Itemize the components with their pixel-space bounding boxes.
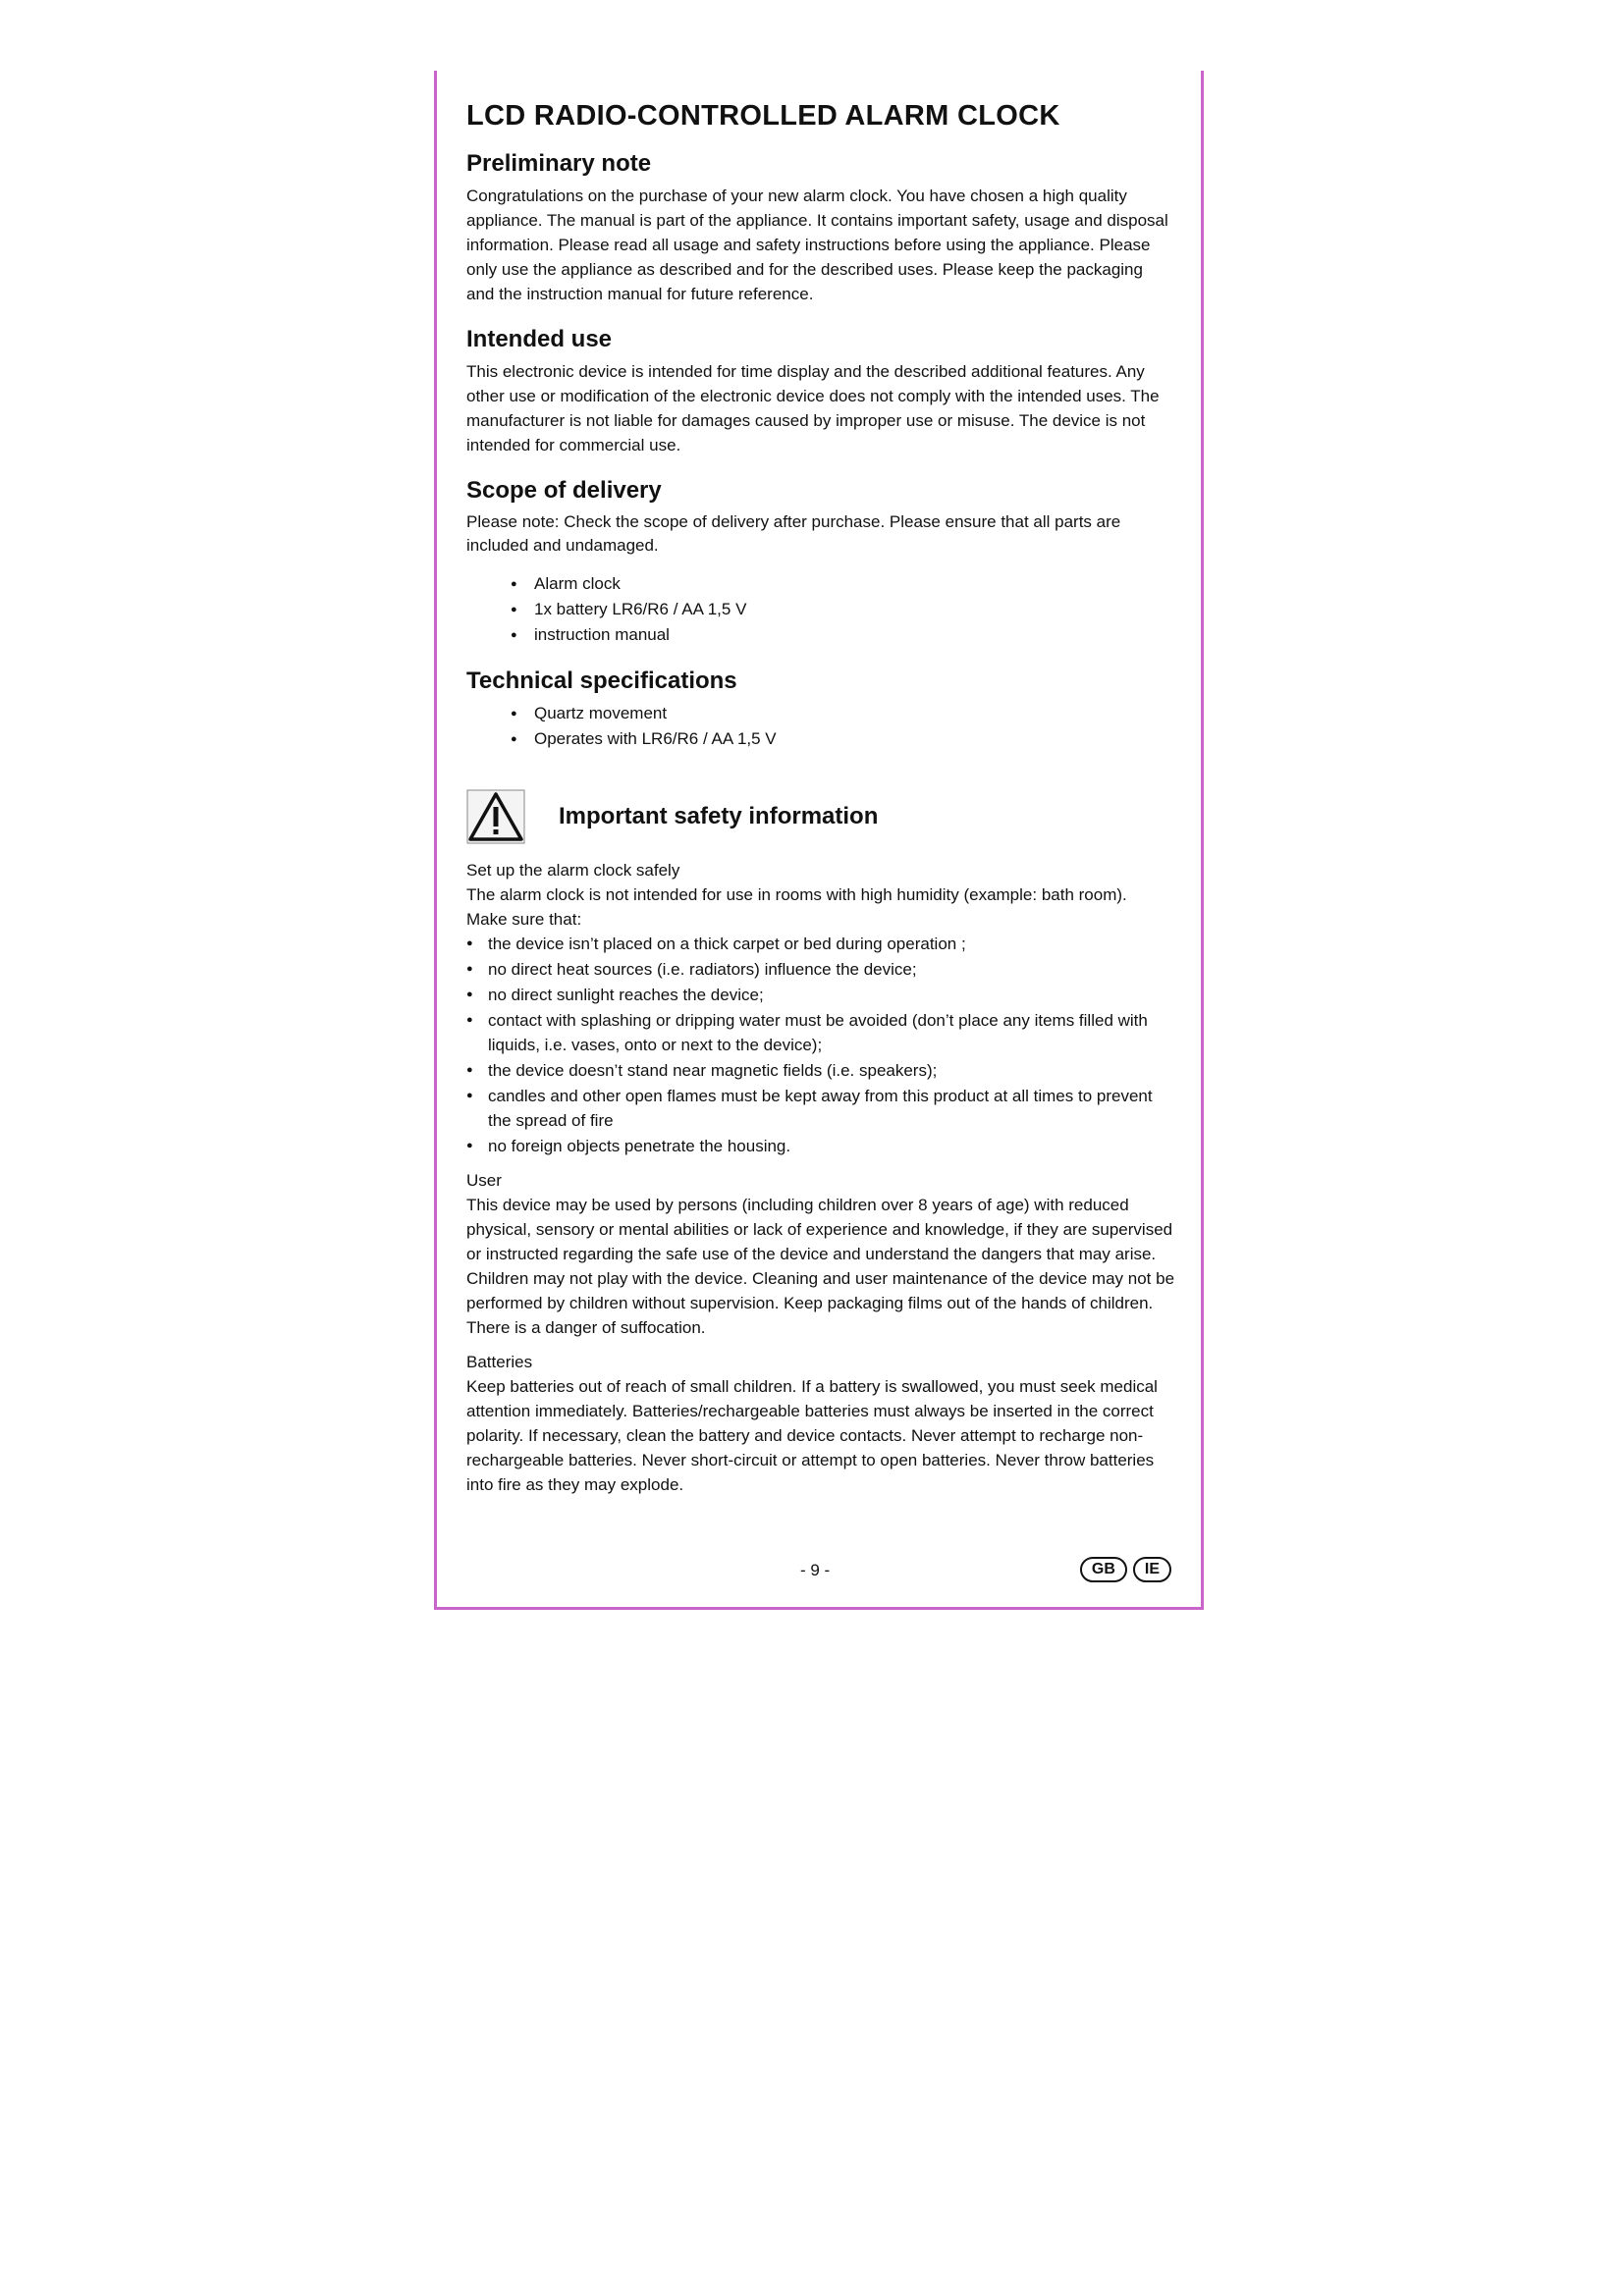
safety-heading: Important safety information bbox=[559, 803, 879, 829]
country-badge-gb: GB bbox=[1080, 1557, 1127, 1582]
list-item: ● the device isn’t placed on a thick carpet or bed during operation ; bbox=[466, 932, 1175, 956]
list-item: ● Quartz movement bbox=[511, 701, 1175, 726]
list-item: ● instruction manual bbox=[511, 622, 1175, 648]
setup-title: Set up the alarm clock safely bbox=[466, 861, 680, 880]
preliminary-heading: Preliminary note bbox=[466, 150, 652, 177]
batteries-block bbox=[466, 1350, 1175, 1497]
tech-section bbox=[466, 667, 1175, 752]
batteries-text: Keep batteries out of reach of small children. If a battery is swallowed, you must seek medical attention immediately. Batteries/rechargeable batteries must always be inserted in the correct polarity. If necessary, clean the battery and device contacts. Never attempt to recharge non-rechargeable batteries. Never short-circuit or attempt to open batteries. Never throw batteries into fire as they may explode. bbox=[466, 1377, 1158, 1494]
warning-icon bbox=[466, 789, 525, 844]
list-item: ● no direct heat sources (i.e. radiators) influence the device; bbox=[466, 957, 1175, 982]
list-item: ● no direct sunlight reaches the device; bbox=[466, 983, 1175, 1007]
user-text: This device may be used by persons (including children over 8 years of age) with reduced physical, sensory or mental abilities or lack of experience and knowledge, if they are supervised or instructed regarding the safe use of the device and understand the dangers that may arise. Children may not play with the device. Cleaning and user maintenance of the device may not be performed by children without supervision. Keep packaging films out of the hands of children. There is a danger of suffocation. bbox=[466, 1196, 1175, 1337]
preliminary-section bbox=[466, 150, 1175, 306]
scope-heading: Scope of delivery bbox=[466, 477, 662, 504]
make-sure-text: Make sure that: bbox=[466, 910, 582, 929]
page-number: - 9 - bbox=[800, 1561, 831, 1579]
scope-section bbox=[466, 477, 1175, 648]
country-badges bbox=[1080, 1557, 1171, 1582]
list-item: ● contact with splashing or dripping water must be avoided (don’t place any items filled with liquids, i.e. vases, onto or next to the device); bbox=[466, 1008, 1175, 1057]
list-item: ● Operates with LR6/R6 / AA 1,5 V bbox=[511, 726, 1175, 752]
batteries-title: Batteries bbox=[466, 1353, 533, 1371]
user-title: User bbox=[466, 1171, 502, 1190]
page-footer bbox=[437, 1553, 1201, 1592]
user-block bbox=[466, 1168, 1175, 1340]
safety-header bbox=[466, 789, 1175, 844]
scope-note: Please note: Check the scope of delivery after purchase. Please ensure that all parts are included and undamaged. bbox=[466, 512, 1121, 555]
list-item: ● candles and other open flames must be kept away from this product at all times to prevent the spread of fire bbox=[466, 1084, 1175, 1133]
safety-list bbox=[466, 932, 1175, 1158]
tech-heading: Technical specifications bbox=[466, 667, 737, 694]
intended-text: This electronic device is intended for time display and the described additional features. Any other use or modification of the electronic device does not comply with the intended uses. The manufacturer is not liable for damages caused by improper use or misuse. The device is not intended for commercial use. bbox=[466, 362, 1160, 454]
intended-section bbox=[466, 326, 1175, 457]
list-item: ● the device doesn’t stand near magnetic fields (i.e. speakers); bbox=[466, 1058, 1175, 1083]
preliminary-text: Congratulations on the purchase of your new alarm clock. You have chosen a high quality appliance. The manual is part of the appliance. It contains important safety, usage and disposal information. Please read all usage and safety instructions before using the appliance. Please only use the appliance as described and for the described uses. Please keep the packaging and the instruction manual for future reference. bbox=[466, 187, 1168, 303]
country-badge-ie: IE bbox=[1133, 1557, 1171, 1582]
safety-setup bbox=[466, 858, 1175, 1158]
list-item: ● no foreign objects penetrate the housing. bbox=[466, 1134, 1175, 1158]
intended-heading: Intended use bbox=[466, 326, 613, 352]
list-item: ● 1x battery LR6/R6 / AA 1,5 V bbox=[511, 597, 1175, 622]
list-item: ● Alarm clock bbox=[511, 571, 1175, 597]
page-frame bbox=[434, 71, 1204, 1610]
setup-text: The alarm clock is not intended for use in rooms with high humidity (example: bath room). bbox=[466, 885, 1127, 904]
tech-list bbox=[511, 701, 1175, 752]
scope-list bbox=[511, 571, 1175, 648]
page-content bbox=[466, 100, 1175, 1497]
page-title: LCD RADIO-CONTROLLED ALARM CLOCK bbox=[466, 100, 1060, 132]
